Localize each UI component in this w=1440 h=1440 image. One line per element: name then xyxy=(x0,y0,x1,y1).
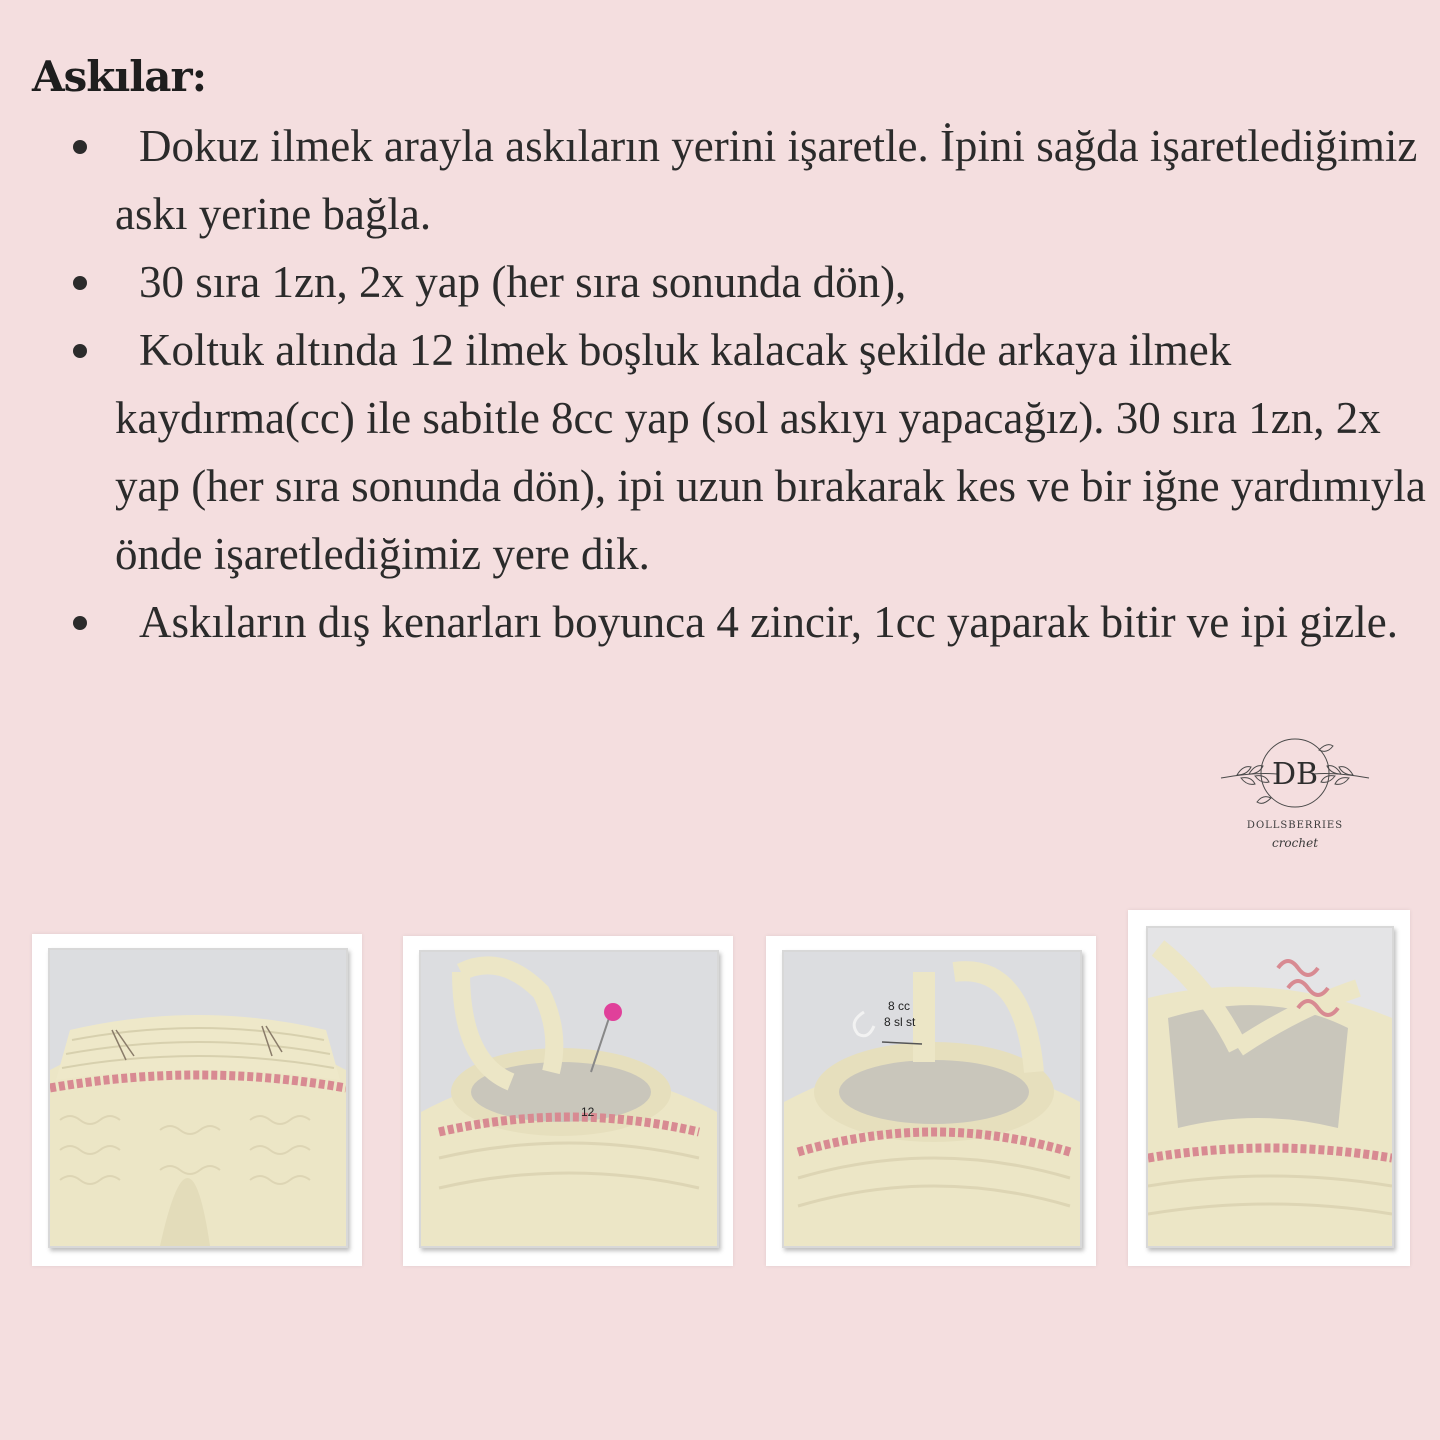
instruction-text: Dokuz ilmek arayla askıların yerini işaretle. İpini sağda işaretlediğimiz askı yerine bağla. xyxy=(115,121,1418,239)
bullet-icon xyxy=(73,344,87,358)
photo-frame xyxy=(419,950,719,1248)
section-heading: Askılar: xyxy=(32,52,207,101)
crochet-bodice-photo xyxy=(1148,928,1392,1246)
photo-slip-stitch-label: 8 sl st xyxy=(884,1015,916,1029)
photo-frame xyxy=(1146,926,1394,1248)
photo-stitch-count-label: 12 xyxy=(581,1105,595,1119)
photo-card-1 xyxy=(32,934,362,1266)
instruction-step-4 xyxy=(0,588,1440,656)
photo-chain-label: 8 cc xyxy=(888,999,911,1013)
photo-frame xyxy=(48,948,348,1248)
crochet-bodice-photo xyxy=(421,952,717,1246)
logo-brand-name: DOLLSBERRIES xyxy=(1246,820,1344,831)
photo-card-3 xyxy=(766,936,1096,1266)
crochet-bodice-photo xyxy=(50,950,346,1246)
instruction-list xyxy=(0,112,1440,656)
instruction-text: Askıların dış kenarları boyunca 4 zincir, 1cc yaparak bitir ve ipi gizle. xyxy=(139,597,1398,647)
wreath-monogram-icon xyxy=(1215,728,1375,820)
instruction-step-1 xyxy=(0,112,1440,248)
photo-frame xyxy=(782,950,1082,1248)
crochet-bodice-photo xyxy=(784,952,1080,1246)
photo-card-4 xyxy=(1128,910,1410,1266)
photo-card-2 xyxy=(403,936,733,1266)
brand-logo xyxy=(1215,728,1375,858)
bullet-icon xyxy=(73,616,87,630)
bullet-icon xyxy=(73,140,87,154)
bullet-icon xyxy=(73,276,87,290)
instruction-step-2 xyxy=(0,248,1440,316)
logo-monogram: DB xyxy=(1271,757,1319,792)
instruction-text: Koltuk altında 12 ilmek boşluk kalacak şekilde arkaya ilmek kaydırma(cc) ile sabitle 8cc yap (sol askıyı yapacağız). 30 sıra 1zn, 2x yap (her sıra sonunda dön), ipi uzun bırakarak kes ve bir iğne yardımıyla önde işaretlediğimiz yere dik. xyxy=(115,325,1426,579)
instruction-step-3 xyxy=(0,316,1440,588)
logo-script-text: crochet xyxy=(1271,836,1319,850)
instruction-text: 30 sıra 1zn, 2x yap (her sıra sonunda dön), xyxy=(139,257,907,307)
